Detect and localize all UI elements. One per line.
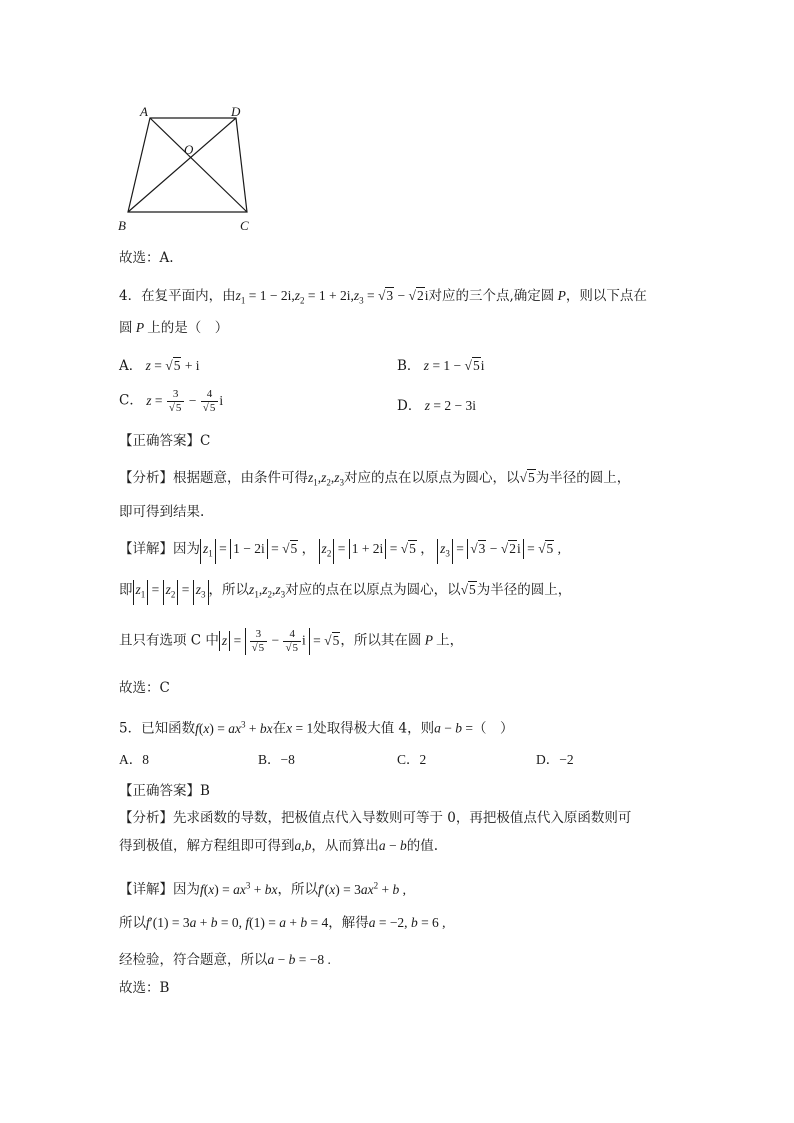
q5-option-c: C．2: [397, 752, 427, 767]
q5-detail-line1: 【详解】因为$f(x) = ax^3$ + bx，所以$f'(x) = 3ax^2 + b$ ,: [119, 880, 406, 898]
q5-answer-tag: 【正确答案】B: [119, 783, 210, 799]
q4-detail-line3: 且只有选项 C 中 z = $\frac{3}{√5}$ − $\frac{4}{√5}$ i = √5，所以其在圆 P 上，: [119, 628, 464, 654]
q4-detail-line1: 【详解】因为 $z_1 = 1 - 2i = √5$ ， $z_2 = 1 + 2i = √5$ ， $z_3 = √3 - √2i = √5$ ,: [119, 539, 561, 564]
q4-answer-tag: 【正确答案】C: [119, 433, 211, 449]
q5-final: 故选：B: [119, 980, 170, 996]
q4-option-b: B． z = 1 − √5i: [397, 358, 485, 374]
q5-analysis-line2: 得到极值，解方程组即可得到a,b，从而算出a − b的值.: [119, 838, 439, 854]
q4-stem-line1: 4．在复平面内，由$z_1 = 1 - 2i,z_2 = 1 + 2i,z_3 = √3 - √2i$对应的三个点,确定圆 P，则以下点在: [119, 288, 647, 306]
q5-analysis-line1: 【分析】先求函数的导数，把极值点代入导数则可等于 0，再把极值点代入原函数则可: [119, 810, 632, 826]
q4-detail-line2: 即 $z_1 = z_2 = z_3$ ，所以$z_1,z_2,z_3$对应的点在以原点为圆心，以√5为半径的圆上，: [119, 580, 571, 605]
q4-stem-formula: $z_1 = 1 - 2i,z_2 = 1 + 2i,z_3 = √3 - √2i$: [235, 288, 429, 306]
q4-option-d: D． z = 2 − 3i: [397, 398, 476, 414]
q4-stem-line2: 圆 P 上的是（ ）: [119, 320, 229, 336]
q5-detail-line2: 所以f′(1) = 3a + b = 0, f(1) = a + b = 4，解得a = −2, b = 6 ,: [119, 915, 446, 931]
q4-stem-text-e: 上的是（ ）: [147, 320, 229, 336]
label-A: A: [140, 104, 148, 119]
q4-analysis-line1: 【分析】根据题意，由条件可得$z_1,z_2,z_3$对应的点在以原点为圆心，以√5为半径的圆上，: [119, 470, 631, 488]
q5-option-b: B．−8: [258, 752, 295, 767]
q5-stem: 5．已知函数$f(x) = ax^3$ + bx在x = 1处取得极大值 4，则a − b =（ ）: [119, 719, 514, 737]
label-C: C: [240, 218, 249, 233]
q4-final: 故选：C: [119, 680, 170, 696]
q4-stem-text-c: ，则以下点在: [565, 288, 647, 304]
label-D: D: [231, 104, 241, 119]
q4-option-c: C． z = $\frac{3}{√5}$ − $\frac{4}{√5}$ i: [119, 388, 224, 414]
prev-answer: 故选：A.: [119, 250, 174, 266]
q4-analysis-line2: 即可得到结果.: [119, 504, 205, 520]
q4-option-a: A． z = √5 + i: [119, 358, 200, 374]
q4-stem-text-d: 圆: [119, 320, 133, 336]
q5-option-d: D．−2: [536, 752, 574, 767]
trapezoid-figure: [110, 100, 290, 240]
q5-detail-line3: 经检验，符合题意，所以a − b = −8 .: [119, 952, 331, 968]
q4-stem-text-a: 在复平面内，由: [141, 288, 236, 304]
q4-number: 4．: [119, 288, 142, 304]
label-B: B: [118, 218, 126, 233]
q4-stem-text-b: 对应的三个点,确定圆: [428, 288, 555, 304]
label-O: O: [184, 142, 194, 157]
q5-option-a: A．8: [119, 752, 149, 767]
